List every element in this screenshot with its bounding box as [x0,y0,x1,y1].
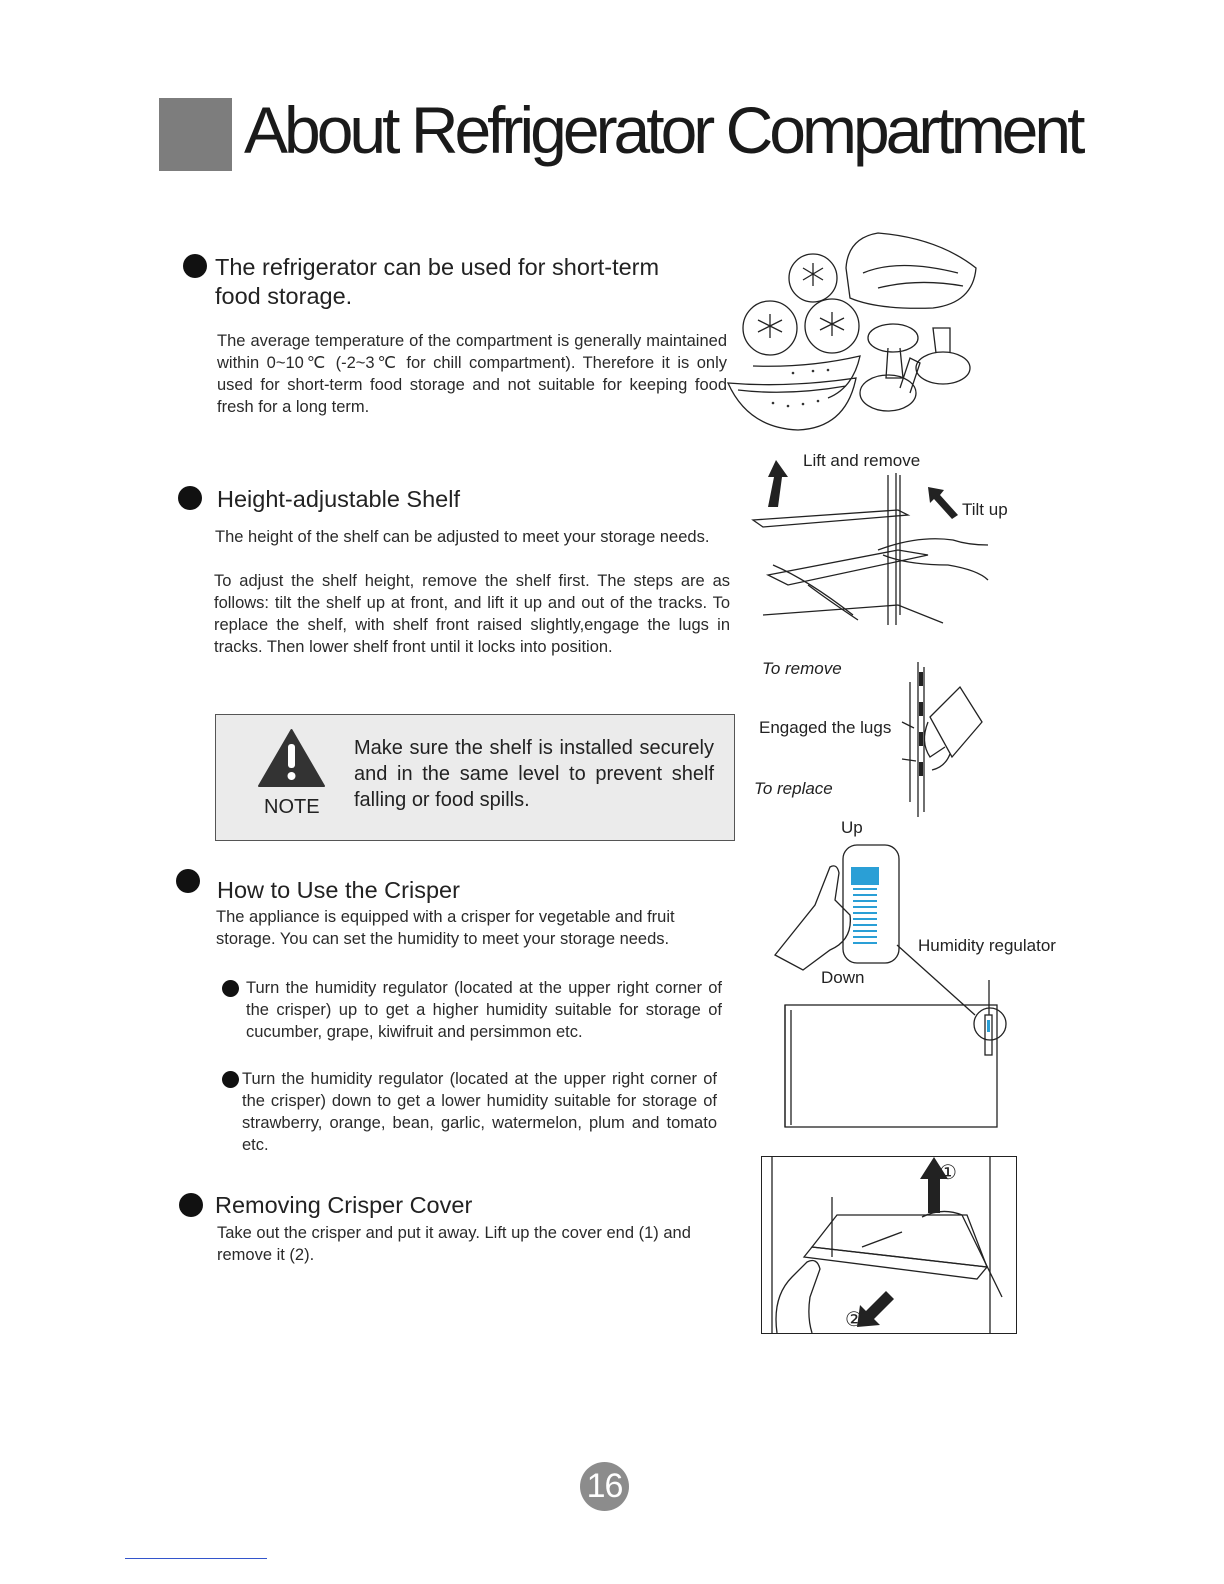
shelf-body: The height of the shelf can be adjusted to meet your storage needs. [215,528,710,546]
bullet-icon [178,486,202,510]
cover-removal-illustration [762,1157,1016,1333]
bullet-icon [222,980,239,997]
arrow-tilt-icon [928,487,958,519]
page-title: About Refrigerator Compartment [244,93,1082,167]
crisper-body: The appliance is equipped with a crisper for vegetable and fruit storage. You can set the humidity to meet your storage needs. [216,908,675,948]
to-remove-label: To remove [762,659,842,678]
regulator-panel [843,845,899,963]
humidity-level-fill [851,867,879,885]
finger-shape [775,866,850,970]
bullet-icon [183,254,207,278]
humidity-regulator-label: Humidity regulator [918,936,1056,955]
note-text: Make sure the shelf is installed securely and in the same level to prevent shelf falling or food spills. [354,737,714,811]
crisper-shape [785,1005,997,1127]
step2-marker: ② [845,1307,863,1331]
crisper-bullet-2: Turn the humidity regulator (located at the upper right corner of the crisper) down to get a lower humidity suitable for storage of strawberry, orange, bean, garlic, watermelon, plum and tomato etc. [242,1070,717,1154]
bullet-icon [179,1193,203,1217]
step1-marker: ① [939,1160,957,1184]
to-replace-label: To replace [754,779,833,798]
lugs-illustration [890,662,990,817]
crisper-heading: How to Use the Crisper [217,877,460,903]
warning-icon [258,728,325,788]
hand-shape [878,539,988,550]
shelf-shape [753,510,908,527]
storage-body: The average temperature of the compartment is generally maintained within 0~10℃ (-2~3℃ for chill compartment). Therefore it is only used for short-term food storage and not suitable for keeping food fresh for a long term. [217,332,727,416]
shelf-removal-illustration [748,455,998,640]
hand-shape [776,1261,820,1333]
down-label: Down [821,968,865,987]
shelf-heading: Height-adjustable Shelf [217,486,460,512]
food-illustration [728,228,988,433]
track-shape [888,473,900,625]
storage-heading-line2: food storage. [215,283,353,309]
tilt-up-label: Tilt up [962,500,1008,519]
crisper-bullet-1: Turn the humidity regulator (located at the upper right corner of the crisper) up to get a higher humidity suitable for storage of cucumber, grape, kiwifruit and persimmon etc. [246,979,722,1041]
cover-body: Take out the crisper and put it away. Lift up the cover end (1) and remove it (2). [217,1224,691,1264]
bullet-icon [176,869,200,893]
note-label: NOTE [264,796,320,818]
cover-heading: Removing Crisper Cover [215,1192,473,1218]
shelf-steps: To adjust the shelf height, remove the shelf first. The steps are as follows: tilt the shelf up at front, and lift it up and out of the tracks. To replace the shelf, with shelf front raised slightly,engage the lugs in tracks. Then lower shelf front until it locks into position. [214,572,730,656]
title-block [159,98,232,171]
storage-heading-line1: The refrigerator can be used for short-term [215,254,660,280]
bullet-icon [222,1071,239,1088]
watermelon-shape [728,378,856,430]
page-number: 16 [580,1462,629,1511]
engaged-lugs-label: Engaged the lugs [759,718,892,737]
humidity-regulator-illustration [775,845,1015,1135]
arrow-up-icon [768,460,788,507]
meat-shape [846,233,976,308]
footer-line [125,1558,267,1559]
cover-shape [812,1215,987,1267]
up-label: Up [841,818,863,837]
lift-remove-label: Lift and remove [803,451,921,470]
